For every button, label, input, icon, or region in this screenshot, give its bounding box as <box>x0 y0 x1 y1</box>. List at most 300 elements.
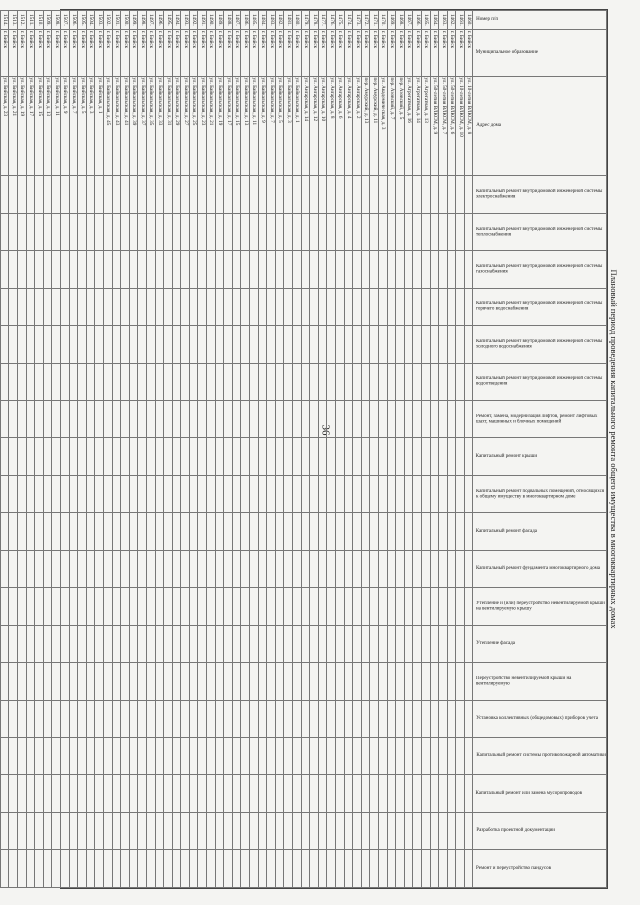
table-row <box>241 11 250 888</box>
year-cell <box>250 700 259 737</box>
year-cell <box>258 663 267 700</box>
year-cell <box>336 326 345 363</box>
year-cell <box>172 812 181 849</box>
year-cell <box>86 737 95 774</box>
year-cell <box>267 401 276 438</box>
year-cell <box>78 850 87 888</box>
address-cell: ул. Бийская, д. 3 <box>86 76 95 176</box>
year-cell <box>121 438 130 475</box>
year-cell <box>413 812 422 849</box>
year-cell <box>258 850 267 888</box>
table-row <box>138 11 147 888</box>
year-cell <box>0 213 9 250</box>
year-cell <box>215 812 224 849</box>
year-cell <box>336 625 345 662</box>
year-cell <box>35 326 44 363</box>
repair-schedule-table <box>0 10 607 888</box>
table-row <box>215 11 224 888</box>
table-row <box>172 11 181 888</box>
address-cell: ул. Бийская, д. 23 <box>0 76 9 176</box>
year-cell <box>215 625 224 662</box>
year-cell <box>258 176 267 213</box>
year-cell <box>9 176 18 213</box>
year-cell <box>293 213 302 250</box>
year-cell <box>26 438 35 475</box>
year-cell <box>413 775 422 812</box>
row-number-cell: 1462. <box>447 11 456 30</box>
year-cell <box>327 513 336 550</box>
year-cell <box>413 513 422 550</box>
municipality-cell: г. Бийск <box>138 29 147 76</box>
year-cell <box>129 588 138 625</box>
year-cell <box>336 588 345 625</box>
year-cell <box>241 663 250 700</box>
row-number-cell: 1492. <box>189 11 198 30</box>
year-cell <box>336 288 345 325</box>
year-cell <box>103 588 112 625</box>
year-cell <box>439 625 448 662</box>
year-cell <box>421 850 430 888</box>
year-cell <box>447 737 456 774</box>
year-cell <box>0 737 9 774</box>
row-number-cell: 1468. <box>396 11 405 30</box>
municipality-cell: г. Бийск <box>370 29 379 76</box>
table-row <box>9 11 18 888</box>
year-cell <box>61 625 70 662</box>
address-cell: ул. Бийская, д. 1 <box>95 76 104 176</box>
year-cell <box>250 775 259 812</box>
year-cell <box>61 775 70 812</box>
year-cell <box>378 288 387 325</box>
column-header <box>473 176 607 213</box>
year-cell <box>52 588 61 625</box>
year-cell <box>456 251 465 288</box>
year-cell <box>121 775 130 812</box>
year-cell <box>164 700 173 737</box>
year-cell <box>78 588 87 625</box>
year-cell <box>112 251 121 288</box>
year-cell <box>69 513 78 550</box>
table-row <box>387 11 396 888</box>
year-cell <box>396 401 405 438</box>
year-cell <box>378 438 387 475</box>
row-number-cell: 1498. <box>138 11 147 30</box>
table-row <box>370 11 379 888</box>
year-cell <box>43 812 52 849</box>
year-cell <box>258 213 267 250</box>
year-cell <box>258 513 267 550</box>
year-cell <box>207 588 216 625</box>
year-cell <box>404 625 413 662</box>
municipality-cell: г. Бийск <box>224 29 233 76</box>
year-cell <box>112 288 121 325</box>
table-row <box>396 11 405 888</box>
year-cell <box>112 401 121 438</box>
year-cell <box>361 812 370 849</box>
year-cell <box>9 775 18 812</box>
year-cell <box>387 663 396 700</box>
year-cell <box>172 288 181 325</box>
year-cell <box>344 700 353 737</box>
municipality-cell: г. Бийск <box>121 29 130 76</box>
year-cell <box>413 550 422 587</box>
municipality-cell: г. Бийск <box>361 29 370 76</box>
year-cell <box>26 288 35 325</box>
year-cell <box>353 700 362 737</box>
year-cell <box>447 438 456 475</box>
year-cell <box>361 513 370 550</box>
column-header-label: Капитальный ремонт фасада <box>476 528 538 534</box>
column-header-label: Переустройство невентилируемой крыши на вентилируемую <box>476 675 572 687</box>
address-cell: пер. Азовский, д. 7 <box>387 76 396 176</box>
year-cell <box>78 475 87 512</box>
year-cell <box>43 176 52 213</box>
year-cell <box>155 363 164 400</box>
year-cell <box>370 625 379 662</box>
year-cell <box>155 251 164 288</box>
year-cell <box>26 326 35 363</box>
year-cell <box>361 550 370 587</box>
year-cell <box>172 775 181 812</box>
row-number-cell: 1506. <box>69 11 78 30</box>
row-number-cell: 1495. <box>164 11 173 30</box>
municipality-cell: г. Бийск <box>293 29 302 76</box>
year-cell <box>18 663 27 700</box>
year-cell <box>336 775 345 812</box>
year-cell <box>9 288 18 325</box>
year-cell <box>378 176 387 213</box>
year-cell <box>112 588 121 625</box>
year-cell <box>327 550 336 587</box>
year-cell <box>172 438 181 475</box>
year-cell <box>61 663 70 700</box>
year-cell <box>241 812 250 849</box>
year-cell <box>353 550 362 587</box>
year-cell <box>258 251 267 288</box>
year-cell <box>275 401 284 438</box>
year-cell <box>43 775 52 812</box>
year-cell <box>129 812 138 849</box>
year-cell <box>61 700 70 737</box>
column-header-label: Установка коллективных (общедомовых) приборов учета <box>476 715 598 721</box>
year-cell <box>9 363 18 400</box>
year-cell <box>129 251 138 288</box>
year-cell <box>267 326 276 363</box>
municipality-cell: г. Бийск <box>43 29 52 76</box>
year-cell <box>215 213 224 250</box>
year-cell <box>464 176 473 213</box>
year-cell <box>189 737 198 774</box>
year-cell <box>129 288 138 325</box>
table-row <box>69 11 78 888</box>
row-number-cell: 1464. <box>430 11 439 30</box>
column-header-label: Капитальный ремонт внутридомовой инженерной системы электроснабжения <box>476 189 603 200</box>
year-cell <box>207 438 216 475</box>
year-cell <box>378 513 387 550</box>
year-cell <box>421 288 430 325</box>
year-cell <box>370 326 379 363</box>
year-cell <box>370 213 379 250</box>
year-cell <box>112 475 121 512</box>
year-cell <box>146 213 155 250</box>
address-cell: ул. Байкальская, д. 11 <box>250 76 259 176</box>
year-cell <box>86 700 95 737</box>
year-cell <box>129 625 138 662</box>
year-cell <box>103 700 112 737</box>
year-cell <box>43 663 52 700</box>
municipality-cell: г. Бийск <box>78 29 87 76</box>
year-cell <box>215 326 224 363</box>
year-cell <box>404 288 413 325</box>
year-cell <box>430 550 439 587</box>
year-cell <box>293 588 302 625</box>
year-cell <box>447 663 456 700</box>
address-cell: ул. Ангарская, д. 4 <box>344 76 353 176</box>
year-cell <box>86 663 95 700</box>
year-cell <box>439 850 448 888</box>
year-cell <box>250 737 259 774</box>
year-cell <box>164 251 173 288</box>
year-cell <box>447 401 456 438</box>
year-cell <box>35 812 44 849</box>
row-number-cell: 1461. <box>456 11 465 30</box>
year-cell <box>310 737 319 774</box>
year-cell <box>301 775 310 812</box>
year-cell <box>172 326 181 363</box>
column-header <box>473 812 607 849</box>
municipality-cell: г. Бийск <box>26 29 35 76</box>
year-cell <box>121 475 130 512</box>
year-cell <box>293 401 302 438</box>
row-number-cell: 1504. <box>86 11 95 30</box>
year-cell <box>18 401 27 438</box>
year-cell <box>198 401 207 438</box>
year-cell <box>439 363 448 400</box>
year-cell <box>181 700 190 737</box>
year-cell <box>138 438 147 475</box>
year-cell <box>181 438 190 475</box>
year-cell <box>464 850 473 888</box>
year-cell <box>293 363 302 400</box>
year-cell <box>456 176 465 213</box>
table-row <box>404 11 413 888</box>
year-cell <box>318 475 327 512</box>
year-cell <box>9 625 18 662</box>
year-cell <box>121 700 130 737</box>
year-cell <box>447 625 456 662</box>
year-cell <box>207 401 216 438</box>
year-cell <box>439 663 448 700</box>
year-cell <box>189 775 198 812</box>
year-cell <box>112 176 121 213</box>
year-cell <box>344 438 353 475</box>
year-cell <box>250 288 259 325</box>
year-cell <box>121 213 130 250</box>
year-cell <box>129 850 138 888</box>
year-cell <box>112 513 121 550</box>
year-cell <box>164 513 173 550</box>
row-number-cell: 1460. <box>464 11 473 30</box>
municipality-cell: г. Бийск <box>421 29 430 76</box>
year-cell <box>129 176 138 213</box>
schedule-table-frame <box>2 9 608 889</box>
year-cell <box>301 475 310 512</box>
year-cell <box>241 775 250 812</box>
year-cell <box>327 438 336 475</box>
year-cell <box>112 775 121 812</box>
year-cell <box>464 513 473 550</box>
year-cell <box>207 663 216 700</box>
municipality-cell: г. Бийск <box>464 29 473 76</box>
year-cell <box>103 213 112 250</box>
year-cell <box>301 550 310 587</box>
year-cell <box>181 737 190 774</box>
year-cell <box>121 401 130 438</box>
year-cell <box>26 663 35 700</box>
year-cell <box>430 176 439 213</box>
year-cell <box>284 812 293 849</box>
year-cell <box>421 438 430 475</box>
year-cell <box>103 475 112 512</box>
year-cell <box>35 288 44 325</box>
year-cell <box>129 213 138 250</box>
year-cell <box>301 850 310 888</box>
year-cell <box>318 176 327 213</box>
year-cell <box>404 775 413 812</box>
year-cell <box>353 775 362 812</box>
year-cell <box>258 326 267 363</box>
year-cell <box>387 176 396 213</box>
table-row <box>198 11 207 888</box>
year-cell <box>26 850 35 888</box>
year-cell <box>404 213 413 250</box>
year-cell <box>172 737 181 774</box>
year-cell <box>129 513 138 550</box>
year-cell <box>353 812 362 849</box>
year-cell <box>430 700 439 737</box>
year-cell <box>164 401 173 438</box>
table-row <box>164 11 173 888</box>
row-number-cell: 1514. <box>0 11 9 30</box>
address-cell: ул. Бийская, д. 11 <box>52 76 61 176</box>
municipality-cell: г. Бийск <box>61 29 70 76</box>
year-cell <box>78 438 87 475</box>
year-cell <box>164 737 173 774</box>
year-cell <box>284 550 293 587</box>
year-cell <box>18 588 27 625</box>
year-cell <box>456 475 465 512</box>
year-cell <box>232 176 241 213</box>
year-cell <box>439 475 448 512</box>
year-cell <box>413 663 422 700</box>
year-cell <box>121 251 130 288</box>
year-cell <box>52 737 61 774</box>
year-cell <box>43 513 52 550</box>
year-cell <box>258 588 267 625</box>
year-cell <box>267 251 276 288</box>
year-cell <box>293 475 302 512</box>
table-row <box>310 11 319 888</box>
municipality-cell: г. Бийск <box>275 29 284 76</box>
year-cell <box>447 213 456 250</box>
year-cell <box>181 288 190 325</box>
year-cell <box>35 513 44 550</box>
year-cell <box>250 176 259 213</box>
table-row <box>430 11 439 888</box>
year-cell <box>61 176 70 213</box>
year-cell <box>404 176 413 213</box>
year-cell <box>456 850 465 888</box>
column-header <box>473 401 607 438</box>
column-header-label: Капитальный ремонт внутридомовой инженерной системы теплоснабжения <box>476 226 603 238</box>
year-cell <box>275 700 284 737</box>
year-cell <box>198 326 207 363</box>
row-number-cell: 1484. <box>258 11 267 30</box>
year-cell <box>275 513 284 550</box>
row-number-cell: 1493. <box>181 11 190 30</box>
year-cell <box>275 438 284 475</box>
year-cell <box>327 326 336 363</box>
year-cell <box>267 475 276 512</box>
municipality-cell: г. Бийск <box>146 29 155 76</box>
year-cell <box>164 176 173 213</box>
year-cell <box>250 550 259 587</box>
year-cell <box>103 775 112 812</box>
year-cell <box>275 663 284 700</box>
address-cell: ул. Бийская, д. 5 <box>78 76 87 176</box>
year-cell <box>370 663 379 700</box>
year-cell <box>18 363 27 400</box>
year-cell <box>0 550 9 587</box>
year-cell <box>353 251 362 288</box>
year-cell <box>293 775 302 812</box>
year-cell <box>293 737 302 774</box>
year-cell <box>61 588 70 625</box>
year-cell <box>0 401 9 438</box>
year-cell <box>138 775 147 812</box>
year-cell <box>378 850 387 888</box>
year-cell <box>267 176 276 213</box>
address-cell: ул. Байкальская, д. 19 <box>215 76 224 176</box>
year-cell <box>301 737 310 774</box>
year-cell <box>275 475 284 512</box>
column-header <box>473 288 607 325</box>
year-cell <box>267 213 276 250</box>
year-cell <box>121 326 130 363</box>
year-cell <box>78 737 87 774</box>
year-cell <box>155 550 164 587</box>
municipality-cell: г. Бийск <box>439 29 448 76</box>
year-cell <box>224 737 233 774</box>
year-cell <box>310 550 319 587</box>
year-cell <box>301 213 310 250</box>
year-cell <box>146 625 155 662</box>
year-cell <box>146 812 155 849</box>
year-cell <box>250 326 259 363</box>
year-cell <box>353 625 362 662</box>
year-cell <box>146 363 155 400</box>
year-cell <box>241 326 250 363</box>
year-cell <box>181 812 190 849</box>
year-cell <box>310 850 319 888</box>
year-cell <box>310 176 319 213</box>
year-cell <box>18 251 27 288</box>
year-cell <box>430 513 439 550</box>
year-cell <box>18 513 27 550</box>
year-cell <box>258 363 267 400</box>
year-cell <box>241 737 250 774</box>
year-cell <box>61 812 70 849</box>
